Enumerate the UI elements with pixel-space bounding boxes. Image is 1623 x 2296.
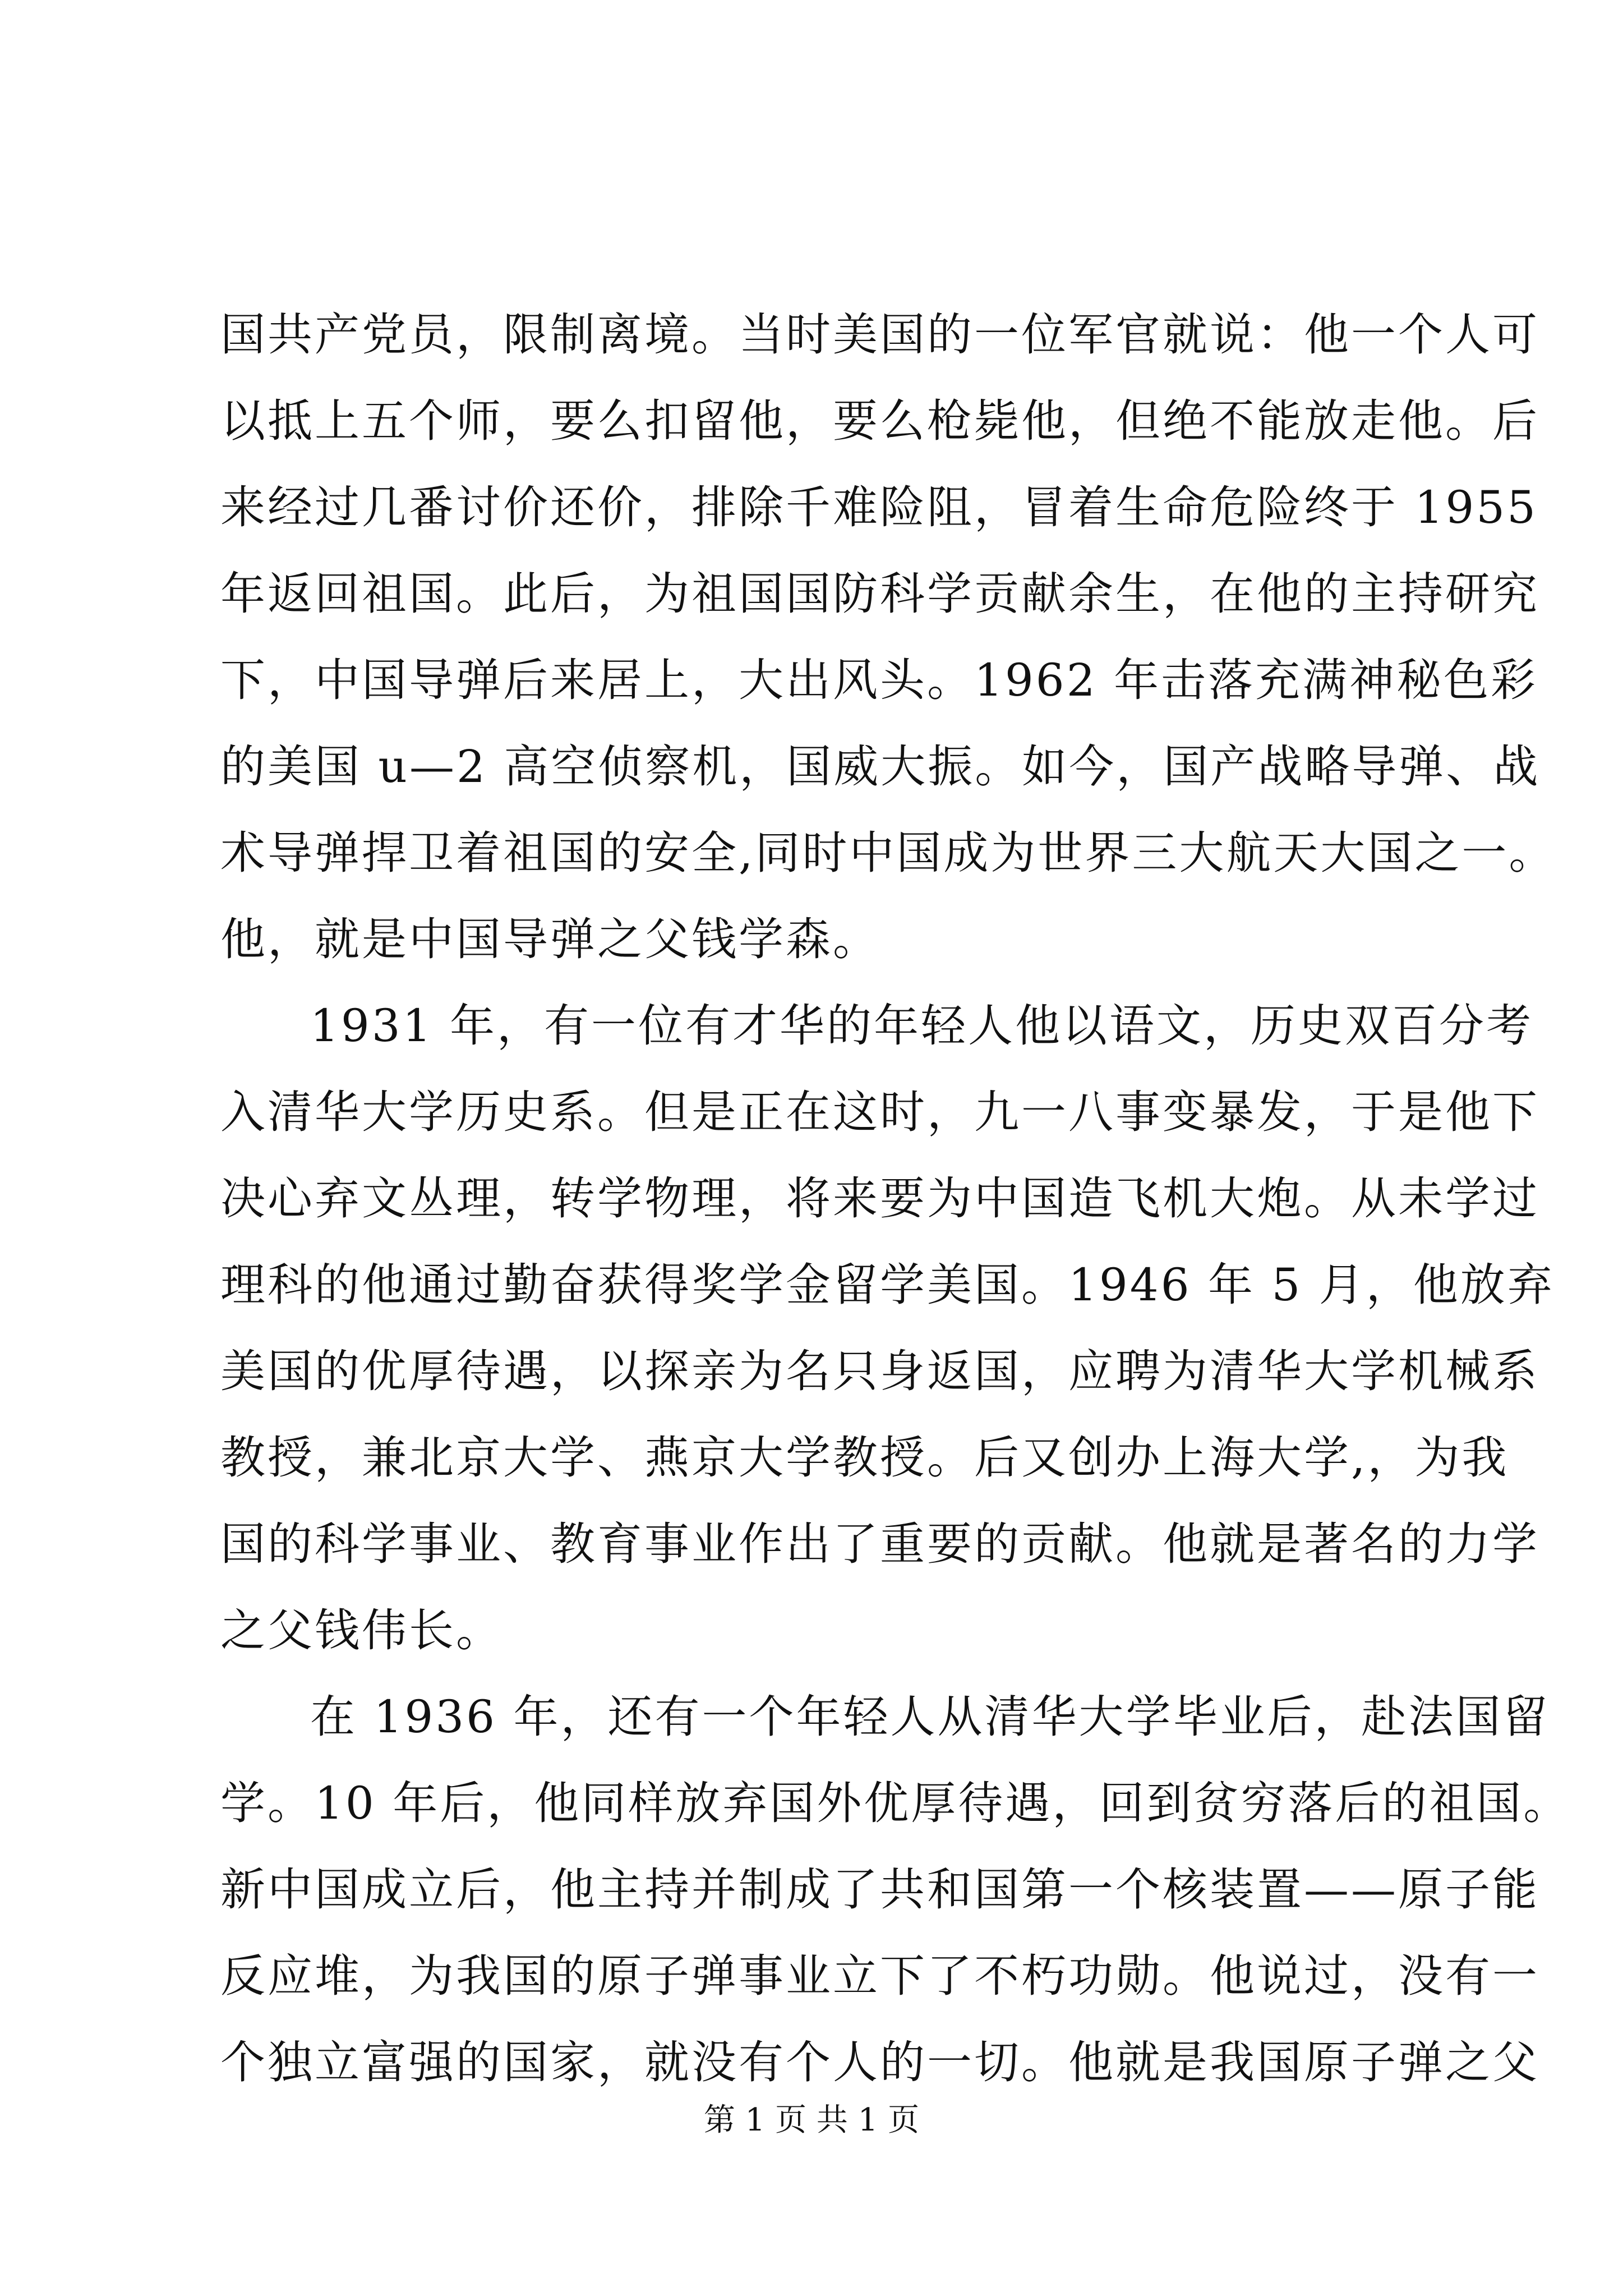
text-line: 理科的他通过勤奋获得奖学金留学美国。1946 年 5 月，他放弃 [220,1259,1555,1311]
text-line: 国的科学事业、教育事业作出了重要的贡献。他就是著名的力学 [220,1518,1539,1570]
text-line: 个独立富强的国家，就没有个人的一切。他就是我国原子弹之父 [220,2036,1539,2088]
text-line: 反应堆，为我国的原子弹事业立下了不朽功勋。他说过，没有一 [220,1950,1539,2002]
text-line: 下，中国导弹后来居上，大出风头。1962 年击落充满神秘色彩 [220,654,1538,706]
text-line: 教授，兼北京大学、燕京大学教授。后又创办上海大学,，为我 [220,1432,1509,1484]
text-line: 之父钱伟长。 [220,1604,503,1657]
text-line: 他，就是中国导弹之父钱学森。 [220,913,880,965]
text-line: 国共产党员，限制离境。当时美国的一位军官就说：他一个人可 [220,309,1539,361]
text-line: 的美国 u—2 高空侦察机，国威大振。如今，国产战略导弹、战 [220,740,1541,793]
paragraph-first-line: 1931 年，有一位有才华的年轻人他以语文，历史双百分考 [310,1000,1534,1052]
text-line: 新中国成立后，他主持并制成了共和国第一个核装置——原子能 [220,1864,1539,1916]
text-line: 入清华大学历史系。但是正在这时，九一八事变暴发，于是他下 [220,1086,1539,1138]
text-line: 以抵上五个师，要么扣留他，要么枪毙他，但绝不能放走他。后 [220,395,1539,447]
text-line: 学。10 年后，他同样放弃国外优厚待遇，回到贫穷落后的祖国。 [220,1777,1571,1829]
text-line: 美国的优厚待遇，以探亲为名只身返国，应聘为清华大学机械系 [220,1345,1539,1397]
body-text [220,292,1571,2106]
paragraph-first-line: 在 1936 年，还有一个年轻人从清华大学毕业后，赴法国留 [310,1691,1550,1743]
page-footer [0,2101,1623,2140]
page-number-label: 第 1 页 共 1 页 [703,2102,920,2138]
text-line: 术导弹捍卫着祖国的安全,同时中国成为世界三大航天大国之一。 [220,827,1556,879]
text-line: 来经过几番讨价还价，排除千难险阻，冒着生命危险终于 1955 [220,481,1538,533]
text-line: 决心弃文丛理，转学物理，将来要为中国造飞机大炮。从未学过 [220,1172,1539,1225]
text-line: 年返回祖国。此后，为祖国国防科学贡献余生，在他的主持研究 [220,568,1539,620]
